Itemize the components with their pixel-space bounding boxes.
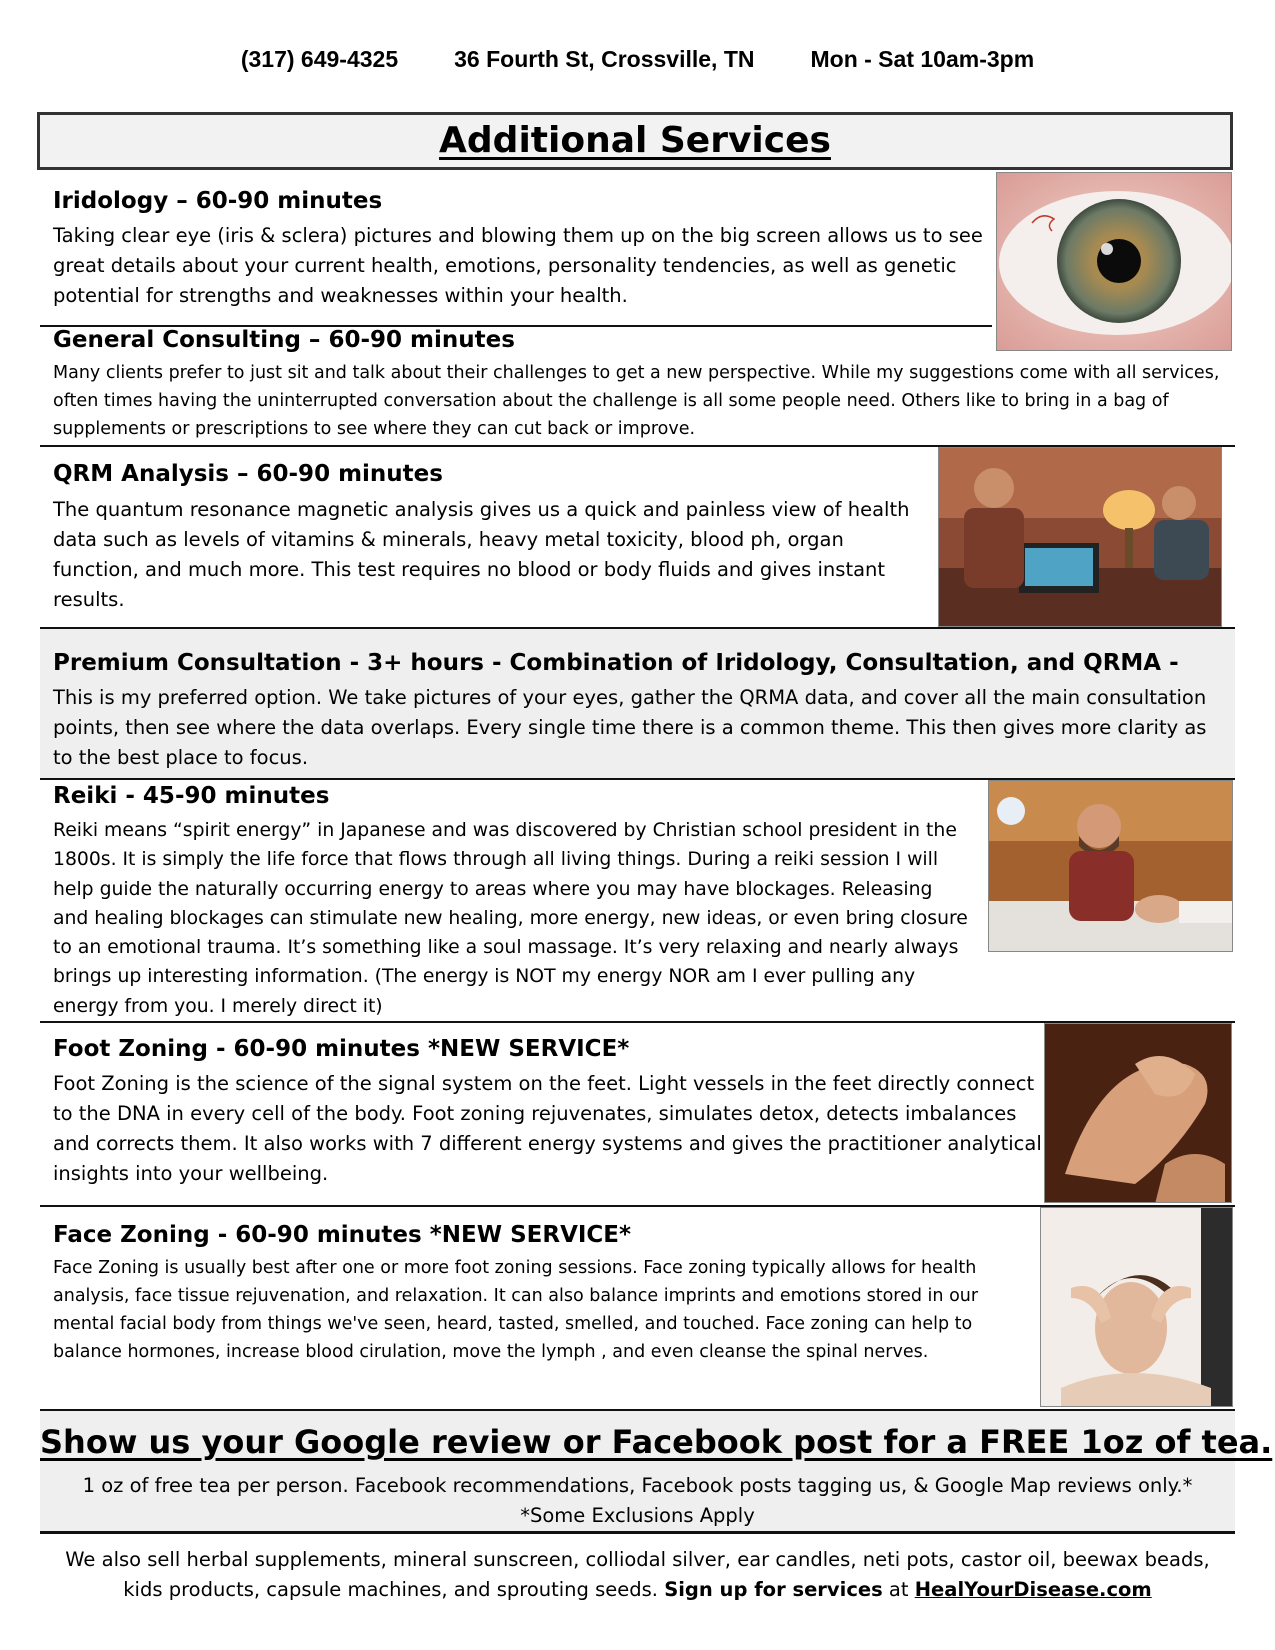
service-body-reiki: Reiki means “spirit energy” in Japanese and was discovered by Christian school president in the 1800s. It is simply the life force that flows through all living things. During a reiki session I will help guide the naturally occurring energy to areas where you may have blockages. Releasing and healing blockages can stimulate new healing, more energy, new ideas, or even bring closure to an emotional trauma. It’s something like a soul massage. It’s very relaxing and nearly always brings up interesting information. (The energy is NOT my energy NOR am I ever pulling any energy from you. I merely direct it) [53, 820, 968, 1017]
service-title-reiki: Reiki - 45-90 minutes [53, 783, 330, 809]
face-zoning-photo [1040, 1207, 1233, 1407]
reiki-photo [988, 780, 1233, 952]
service-body-general-consulting: Many clients prefer to just sit and talk about their challenges to get a new perspective. While my suggestions come with all services, often times having the uninterrupted conversation about the challenge is all some people need. Others like to bring in a bag of supplements or prescriptions to see where they can cut back or improve. [53, 363, 1220, 439]
service-title-general-consulting: General Consulting – 60-90 minutes [53, 327, 515, 353]
service-body-foot-zoning: Foot Zoning is the science of the signal system on the feet. Light vessels in the feet directly connect to the DNA in every cell of the body. Foot zoning rejuvenates, simulates detox, detects imbalances and corrects them. It also works with 7 different energy systems and gives the practitioner analytical insights into your wellbeing. [53, 1072, 1042, 1185]
service-title-premium-consultation: Premium Consultation - 3+ hours - Combination of Iridology, Consultation, and QRMA - [53, 650, 1179, 676]
service-body-qrm-analysis: The quantum resonance magnetic analysis gives us a quick and painless view of health data such as levels of vitamins & minerals, heavy metal toxicity, blood ph, organ function, and much more. This test requires no blood or body fluids and gives instant results. [53, 498, 910, 611]
contact-bar [0, 46, 1275, 73]
business-hours: Mon - Sat 10am-3pm [810, 46, 1035, 72]
promo-details: 1 oz of free tea per person. Facebook recommendations, Facebook posts tagging us, & Google Map reviews only.* [82, 1474, 1193, 1497]
service-title-qrm-analysis: QRM Analysis – 60-90 minutes [53, 461, 443, 487]
page-title: Additional Services [439, 120, 831, 161]
footer-at: at [888, 1578, 909, 1601]
address: 36 Fourth St, Crossville, TN [454, 46, 755, 72]
service-body-premium-consultation: This is my preferred option. We take pictures of your eyes, gather the QRMA data, and cover all the main consultation points, then see where the data overlaps. Every single time there is a common theme. This then gives more clarity as to the best place to focus. [53, 686, 1207, 769]
service-title-iridology: Iridology – 60-90 minutes [53, 188, 383, 214]
website-link[interactable]: HealYourDisease.com [914, 1578, 1152, 1601]
eye-photo [996, 172, 1232, 351]
service-body-face-zoning: Face Zoning is usually best after one or more foot zoning sessions. Face zoning typically allows for health analysis, face tissue rejuvenation, and relaxation. It can also balance imprints and emotions stored in our mental facial body from things we've seen, heard, tasted, smelled, and touched. Face zoning can help to balance hormones, increase blood cirulation, move the lymph , and even cleanse the spinal nerves. [53, 1258, 979, 1362]
promo-exclusions: *Some Exclusions Apply [520, 1504, 755, 1527]
foot-zoning-photo [1044, 1023, 1232, 1203]
service-title-foot-zoning: Foot Zoning - 60-90 minutes *NEW SERVICE* [53, 1036, 630, 1062]
signup-label: Sign up for services [664, 1578, 883, 1601]
title-box [37, 112, 1233, 170]
service-title-face-zoning: Face Zoning - 60-90 minutes *NEW SERVICE* [53, 1222, 632, 1248]
divider [40, 1531, 1235, 1534]
footer-text [60, 1545, 1215, 1605]
qrm-session-photo [938, 447, 1222, 627]
phone-number: (317) 649-4325 [240, 46, 399, 72]
promo-title: Show us your Google review or Facebook post for a FREE 1oz of tea. [40, 1423, 1273, 1461]
service-body-iridology: Taking clear eye (iris & sclera) pictures and blowing them up on the big screen allows us to see great details about your current health, emotions, personality tendencies, as well as genetic potential for strengths and weaknesses within your health. [53, 224, 983, 307]
footer-products: We also sell herbal supplements, mineral sunscreen, colliodal silver, ear candles, neti pots, castor oil, beewax beads, kids products, capsule machines, and sprouting seeds. [65, 1548, 1210, 1601]
